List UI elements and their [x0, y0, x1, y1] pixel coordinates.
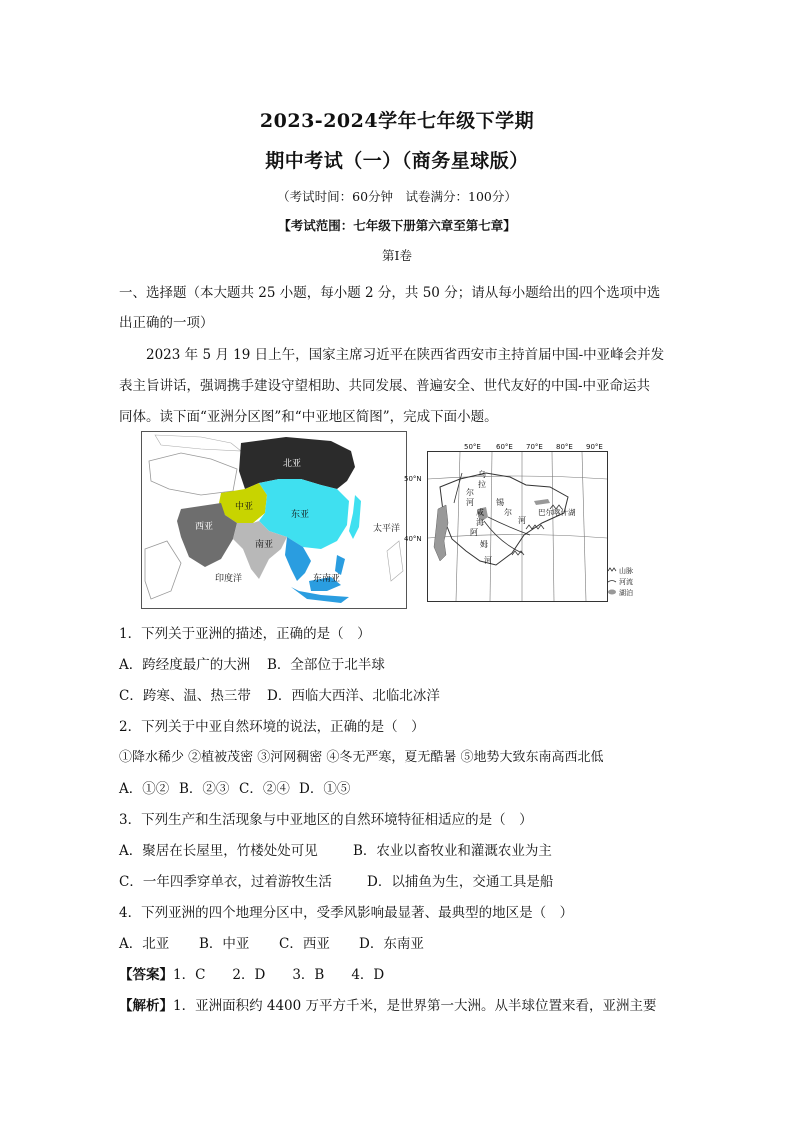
sea-char: 咸: [476, 508, 484, 517]
exam-scope: 【考试范围：七年级下册第六章至第七章】: [278, 218, 516, 233]
option-a[interactable]: A．①②: [119, 781, 170, 797]
option-c[interactable]: C．跨寒、温、热三带: [119, 688, 251, 704]
answer-line: [119, 963, 384, 983]
label-central: 中亚: [235, 502, 254, 512]
option-a[interactable]: A．北亚: [119, 936, 170, 952]
option-b[interactable]: B．中亚: [199, 936, 250, 952]
lake-label: 巴尔喀什湖: [538, 508, 576, 517]
sea-char: 海: [476, 518, 484, 527]
passage-line3: 同体。读下面“亚洲分区图”和“中亚地区简图”，完成下面小题。: [119, 409, 498, 425]
label-pacific: 太平洋: [373, 524, 401, 534]
river-char: 阿: [470, 528, 478, 537]
label-southeast: 东南亚: [313, 574, 341, 584]
label-east: 东亚: [291, 510, 310, 520]
question-4-stem: 4．下列亚洲的四个地理分区中，受季风影响最显著、最典型的地区是（ ）: [119, 905, 574, 921]
label-south: 南亚: [255, 540, 274, 550]
option-b[interactable]: B．全部位于北半球: [267, 657, 385, 673]
river-char: 河: [518, 516, 526, 525]
lon-label: 90°E: [586, 443, 603, 451]
river-char: 河: [484, 556, 492, 565]
lon-label: 80°E: [556, 443, 573, 451]
question-3-options-row1: [119, 839, 552, 859]
legend-river: 河流: [619, 578, 633, 586]
question-2-options: [119, 777, 350, 797]
label-west: 西亚: [195, 522, 214, 532]
page-subtitle: 期中考试（一）（商务星球版）: [265, 150, 529, 172]
answer-tag: 【答案】: [119, 967, 173, 983]
section-heading-line1: 一、选择题（本大题共 25 小题，每小题 2 分，共 50 分；请从每小题给出的四个选项中选: [119, 285, 661, 301]
river-char: 尔: [466, 488, 474, 497]
question-2-stem: 2．下列关于中亚自然环境的说法，正确的是（ ）: [119, 719, 425, 735]
lat-label: 40°N: [404, 535, 422, 543]
question-2-statements: ①降水稀少 ②植被茂密 ③河网稠密 ④冬无严寒，夏无酷暑 ⑤地势大致东南高西北低: [119, 750, 604, 765]
legend-lake: 湖泊: [619, 589, 633, 597]
passage-line2: 表主旨讲话，强调携手建设守望相助、共同发展、普遍安全、世代友好的中国-中亚命运共: [119, 378, 651, 394]
section-heading-line2: 出正确的一项）: [119, 315, 214, 331]
river-char: 姆: [480, 540, 488, 549]
question-1-stem: 1．下列关于亚洲的描述，正确的是（ ）: [119, 626, 371, 642]
river-char: 尔: [504, 508, 512, 517]
river-char: 锡: [496, 498, 504, 507]
option-b[interactable]: B．农业以畜牧业和灌溉农业为主: [353, 843, 552, 859]
question-3-options-row2: [119, 870, 553, 890]
passage-line1: 2023 年 5 月 19 日上午，国家主席习近平在陕西省西安市主持首届中国-中亚峰会并发: [146, 347, 665, 363]
option-d[interactable]: D．①⑤: [299, 781, 351, 797]
river-char: 河: [466, 498, 474, 507]
analysis-text: 1．亚洲面积约 4400 万平方千米，是世界第一大洲。从半球位置来看，亚洲主要: [173, 998, 657, 1014]
option-a[interactable]: A．跨经度最广的大洲: [119, 657, 251, 673]
asia-region-map: [141, 431, 407, 609]
option-d[interactable]: D．东南亚: [359, 936, 424, 952]
answer-text: 1．C 2．D 3．B 4．D: [173, 967, 385, 983]
map-legend: [608, 566, 633, 597]
label-north: 北亚: [283, 459, 302, 469]
analysis-tag: 【解析】: [119, 998, 173, 1014]
lon-label: 60°E: [496, 443, 513, 451]
river-char: 拉: [478, 480, 486, 489]
option-a[interactable]: A．聚居在长屋里，竹楼处处可见: [119, 843, 318, 859]
question-1-options-row2: [119, 684, 440, 704]
question-1-options-row1: [119, 653, 385, 673]
option-c[interactable]: C．一年四季穿单衣，过着游牧生活: [119, 874, 332, 890]
analysis-line: [119, 994, 657, 1014]
river-char: 乌: [478, 470, 486, 479]
question-3-stem: 3．下列生产和生活现象与中亚地区的自然环境特征相适应的是（ ）: [119, 812, 533, 828]
page-title: 2023-2024学年七年级下学期: [259, 110, 535, 132]
volume-label: 第Ⅰ卷: [382, 248, 412, 263]
question-4-options: [119, 932, 424, 952]
option-d[interactable]: D．以捕鱼为生，交通工具是船: [367, 874, 554, 890]
central-asia-map: [400, 443, 633, 611]
lon-label: 70°E: [526, 443, 543, 451]
exam-info: （考试时间：60分钟 试卷满分：100分）: [277, 189, 517, 204]
option-d[interactable]: D．西临大西洋、北临北冰洋: [267, 688, 440, 704]
legend-mountain: 山脉: [619, 567, 633, 575]
option-c[interactable]: C．西亚: [279, 936, 330, 952]
lat-label: 50°N: [404, 475, 422, 483]
option-c[interactable]: C．②④: [239, 781, 290, 797]
label-indian-ocean: 印度洋: [215, 574, 243, 584]
lon-label: 50°E: [464, 443, 481, 451]
option-b[interactable]: B．②③: [179, 781, 230, 797]
